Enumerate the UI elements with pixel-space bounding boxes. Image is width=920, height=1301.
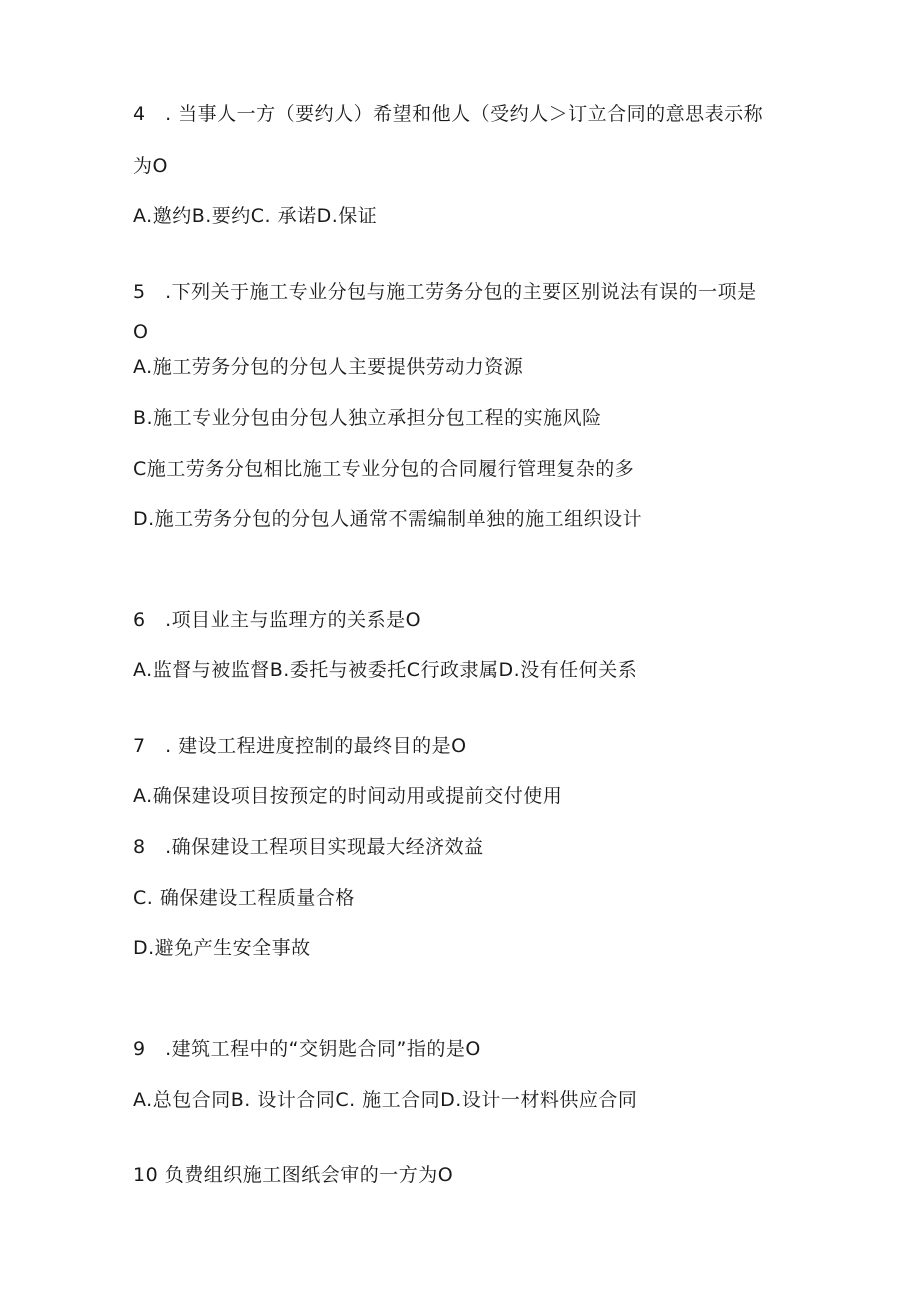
question-7-option-b: 8 .确保建设工程项目实现最大经济效益 xyxy=(133,836,484,858)
question-6-options: A.监督与被监督B.委托与被委托C行政隶属D.没有任何关系 xyxy=(133,659,638,681)
question-4-stem-line-1: 4 . 当事人一方（要约人）希望和他人（受约人＞订立合同的意思表示称 xyxy=(133,103,764,125)
question-7-option-c: C. 确保建设工程质量合格 xyxy=(133,887,355,909)
question-7-stem: 7 . 建设工程进度控制的最终目的是O xyxy=(133,735,467,757)
question-5-option-d: D.施工劳务分包的分包人通常不需编制单独的施工组织设计 xyxy=(133,508,643,530)
question-5-option-b: B.施工专业分包由分包人独立承担分包工程的实施风险 xyxy=(133,407,602,429)
question-5-stem-line-1: 5 .下列关于施工专业分包与施工劳务分包的主要区别说法有误的一项是 xyxy=(133,281,757,303)
question-10-stem: 10 负费组织施工图纸会审的一方为O xyxy=(133,1164,454,1186)
question-4-options: A.邀约B.要约C. 承诺D.保证 xyxy=(133,205,378,227)
question-5-option-c: C施工劳务分包相比施工专业分包的合同履行管理复杂的多 xyxy=(133,458,635,480)
question-9-stem: 9 .建筑工程中的“交钥匙合同”指的是O xyxy=(133,1038,481,1060)
question-4-stem-line-2: 为O xyxy=(133,155,168,177)
question-7-option-a: A.确保建设项目按预定的时间动用或提前交付使用 xyxy=(133,785,563,807)
question-7-option-d: D.避免产生安全事故 xyxy=(133,937,311,959)
question-9-options: A.总包合同B. 设计合同C. 施工合同D.设计一材料供应合同 xyxy=(133,1089,638,1111)
question-5-option-a: A.施工劳务分包的分包人主要提供劳动力资源 xyxy=(133,356,524,378)
question-6-stem: 6 .项目业主与监理方的关系是O xyxy=(133,609,422,631)
question-5-stem-line-2: O xyxy=(133,321,149,343)
